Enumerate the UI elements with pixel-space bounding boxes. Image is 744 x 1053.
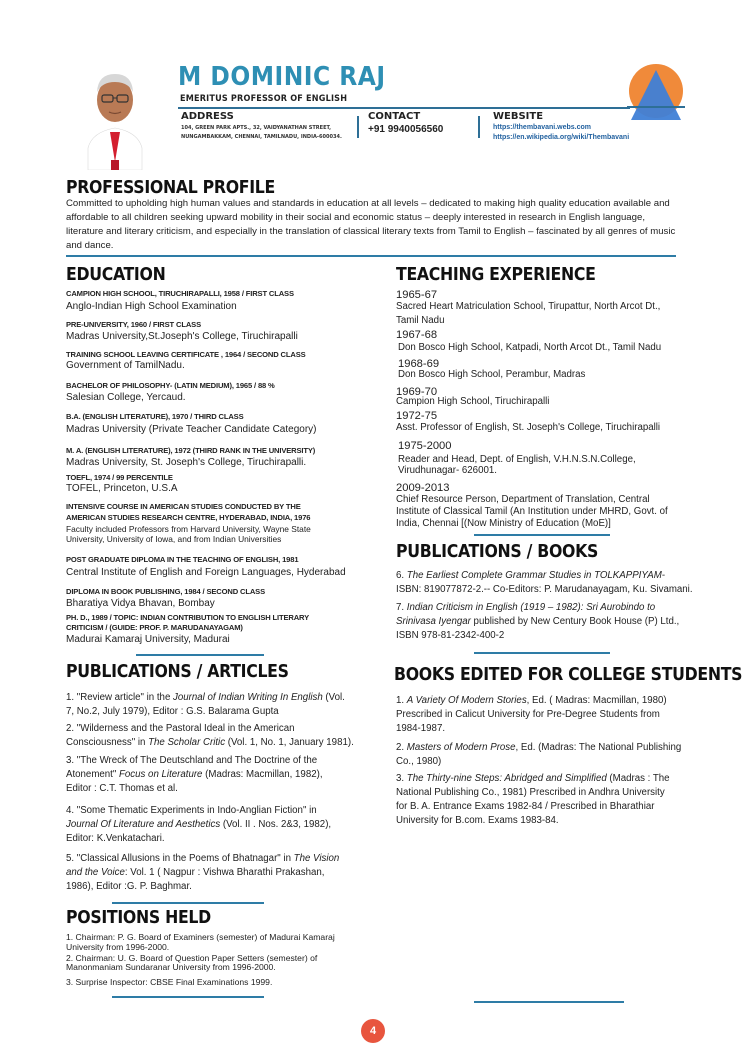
website-link-1[interactable]: https://thembavani.webs.com bbox=[493, 124, 592, 131]
edu-item-heading: CRITICISM / (GUIDE: PROF. P. MARUDANAYAGAM) bbox=[66, 623, 243, 632]
contact-divider bbox=[357, 116, 359, 138]
books-edited-line: Co., 1980) bbox=[396, 756, 442, 767]
articles-list bbox=[66, 691, 378, 893]
articles-top-rule bbox=[136, 654, 264, 656]
edu-item-heading: INTENSIVE COURSE IN AMERICAN STUDIES CONDUCTED BY THE bbox=[66, 502, 301, 511]
edu-item-heading: AMERICAN STUDIES RESEARCH CENTRE, HYDERABAD, INDIA, 1976 bbox=[66, 513, 311, 522]
teaching-detail: Don Bosco High School, Katpadi, North Arcot Dt., Tamil Nadu bbox=[398, 342, 662, 353]
pub-book-item-ref: ISBN: 819077872-2.-- Co-Editors: P. Marudanayagam, Ku. Sivamani. bbox=[396, 584, 693, 595]
article-line: and the Voice: Vol. 1 ( Nagpur : Vishwa Bharathi Prakashan, bbox=[66, 867, 325, 878]
edu-item-detail: Anglo-Indian High School Examination bbox=[66, 301, 237, 312]
edu-item-detail: University, University of Iowa, and from Indian Universities bbox=[66, 534, 282, 544]
right-bottom-rule bbox=[474, 1001, 624, 1003]
website-link-2[interactable]: https://en.wikipedia.org/wiki/Thembavani bbox=[493, 134, 630, 141]
position-item: 2. Chairman: U. G. Board of Question Paper Setters (semester) of bbox=[66, 953, 318, 963]
edu-item-heading: PH. D., 1989 / TOPIC: INDIAN CONTRIBUTION TO ENGLISH LITERARY bbox=[66, 613, 310, 622]
teaching-detail: Virudhunagar- 626001. bbox=[398, 465, 497, 476]
edu-item-detail: Government of TamilNadu. bbox=[66, 360, 185, 371]
article-line: 1986), Editor :G. P. Baghmar. bbox=[66, 881, 192, 892]
teaching-list bbox=[396, 289, 696, 529]
books-edited-heading: BOOKS EDITED FOR COLLEGE STUDENTS bbox=[394, 665, 743, 685]
article-line: Consciousness" in The Scholar Critic (Vol. 1, No. 1, January 1981). bbox=[66, 737, 354, 748]
position-item: 1. Chairman: P. G. Board of Examiners (semester) of Madurai Kamaraj bbox=[66, 932, 335, 942]
teaching-rule bbox=[474, 534, 610, 536]
teaching-detail: Don Bosco High School, Perambur, Madras bbox=[398, 369, 586, 380]
positions-top-rule bbox=[112, 902, 264, 904]
edu-item-heading: M. A. (ENGLISH LITERATURE), 1972 (THIRD RANK IN THE UNIVERSITY) bbox=[66, 446, 316, 455]
teaching-year: 1969-70 bbox=[396, 386, 438, 398]
position-item-line: University from 1996-2000. bbox=[66, 942, 170, 952]
article-item: 5. "Classical Allusions in the Poems of Bhatnagar" in The Vision bbox=[66, 853, 340, 864]
education-heading: EDUCATION bbox=[66, 265, 166, 285]
edu-item-heading: DIPLOMA IN BOOK PUBLISHING, 1984 / SECOND CLASS bbox=[66, 587, 265, 596]
position-item-line: Manonmaniam Sundaranar University from 1996-2000. bbox=[66, 962, 276, 972]
page-number-badge: 4 bbox=[361, 1019, 385, 1043]
logo-icon bbox=[627, 62, 685, 124]
edu-item-heading: PRE-UNIVERSITY, 1960 / FIRST CLASS bbox=[66, 320, 201, 329]
person-name: M DOMINIC RAJ bbox=[178, 62, 386, 92]
books-edited-line: for B. A. Entrance Exams 1982-84 / Prescribed in Bharathiar bbox=[396, 801, 655, 812]
books-edited-line: University for B.com. Exams 1983-84. bbox=[396, 815, 559, 826]
person-title: EMERITUS PROFESSOR OF ENGLISH bbox=[180, 94, 348, 104]
article-line: Editor : C.T. Thomas et al. bbox=[66, 783, 178, 794]
edu-item-heading: CAMPION HIGH SCHOOL, TIRUCHIRAPALLI, 1958 / FIRST CLASS bbox=[66, 289, 294, 298]
pub-book-item-ref: ISBN 978-81-2342-400-2 bbox=[396, 630, 505, 641]
address-label: ADDRESS bbox=[181, 111, 234, 122]
books-edited-item: 3. The Thirty-nine Steps: Abridged and Simplified (Madras : The bbox=[396, 773, 670, 784]
profile-heading: PROFESSIONAL PROFILE bbox=[66, 178, 275, 198]
pub-articles-heading: PUBLICATIONS / ARTICLES bbox=[66, 662, 289, 682]
article-item: 2. "Wilderness and the Pastoral Ideal in the American bbox=[66, 723, 295, 734]
positions-bottom-rule bbox=[112, 996, 264, 998]
website-divider bbox=[478, 116, 480, 138]
edu-item-heading: TOEFL, 1974 / 99 PERCENTILE bbox=[66, 473, 173, 482]
article-line: Editor: K.Venkatachari. bbox=[66, 833, 165, 844]
edu-item-detail: Madurai Kamaraj University, Madurai bbox=[66, 634, 230, 645]
pub-book-item-line: Srinivasa Iyengar published by New Century Book House (P) Ltd., bbox=[396, 616, 680, 627]
article-item: 4. "Some Thematic Experiments in Indo-Anglian Fiction" in bbox=[66, 805, 317, 816]
positions-heading: POSITIONS HELD bbox=[66, 908, 211, 928]
teaching-year: 1965-67 bbox=[396, 289, 438, 301]
teaching-detail: Sacred Heart Matriculation School, Tirupattur, North Arcot Dt., bbox=[396, 301, 661, 312]
pub-books-rule bbox=[474, 652, 610, 654]
edu-item-detail: Central Institute of English and Foreign Languages, Hyderabad bbox=[66, 567, 346, 578]
contact-phone: +91 9940056560 bbox=[368, 124, 444, 135]
edu-item-heading: B.A. (ENGLISH LITERATURE), 1970 / THIRD CLASS bbox=[66, 412, 244, 421]
article-item: 1. "Review article" in the Journal of Indian Writing In English (Vol. bbox=[66, 692, 345, 703]
edu-item-heading: TRAINING SCHOOL LEAVING CERTIFICATE , 1964 / SECOND CLASS bbox=[66, 350, 306, 359]
edu-item-detail: Salesian College, Yercaud. bbox=[66, 392, 186, 403]
profile-rule bbox=[66, 255, 676, 257]
books-edited-item: 2. Masters of Modern Prose, Ed. (Madras: The National Publishing bbox=[396, 742, 682, 753]
edu-item-detail: Faculty included Professors from Harvard University, Wayne State bbox=[66, 524, 311, 534]
teaching-detail: Tamil Nadu bbox=[396, 315, 445, 326]
article-line: Atonement" Focus on Literature (Madras: Macmillan, 1982), bbox=[66, 769, 323, 780]
teaching-year: 1967-68 bbox=[396, 329, 438, 341]
books-edited-line: Prescribed in Calicut University for Pre-Degree Students from bbox=[396, 709, 660, 720]
edu-item-heading: BACHELOR OF PHILOSOPHY- (LATIN MEDIUM), 1965 / 88 % bbox=[66, 381, 275, 390]
books-edited-line: National Publishing Co., 1981) Prescribed in Andhra University bbox=[396, 787, 665, 798]
edu-item-detail: Madras University (Private Teacher Candidate Category) bbox=[66, 424, 317, 435]
position-item: 3. Surprise Inspector: CBSE Final Examinations 1999. bbox=[66, 977, 273, 987]
website-label: WEBSITE bbox=[493, 111, 544, 122]
article-item: 3. "The Wreck of The Deutschland and The Doctrine of the bbox=[66, 755, 318, 766]
teaching-detail: India, Chennai [(Now Ministry of Education (MoE)] bbox=[396, 518, 611, 529]
contact-label: CONTACT bbox=[368, 111, 421, 122]
edu-item-heading: POST GRADUATE DIPLOMA IN THE TEACHING OF ENGLISH, 1981 bbox=[66, 555, 299, 564]
teaching-year: 1968-69 bbox=[398, 358, 440, 370]
books-edited-list bbox=[396, 694, 696, 834]
pub-book-item: 6. The Earliest Complete Grammar Studies in TOLKAPPIYAM- bbox=[396, 570, 666, 581]
profile-text: Committed to upholding high human values and standards in education at all levels – dedicated to making high quality education available and affordable to all children seeking upward mobility in their social and economic status – deeply interested in research in English language, literature and literary criticism, and especially in the translation of classical literary texts from Tamil to English – fascinated by all genres of music and dance. bbox=[66, 198, 676, 251]
teaching-year: 1972-75 bbox=[396, 410, 438, 422]
teaching-detail: Chief Resource Person, Department of Translation, Central bbox=[396, 494, 650, 505]
teaching-heading: TEACHING EXPERIENCE bbox=[396, 265, 596, 285]
edu-item-detail: Madras University, St. Joseph's College, Tiruchirapalli. bbox=[66, 457, 307, 468]
teaching-year: 2009-2013 bbox=[396, 482, 450, 494]
article-line: Journal Of Literature and Aesthetics (Vol. II . Nos. 2&3, 1982), bbox=[66, 819, 332, 830]
teaching-detail: Reader and Head, Dept. of English, V.H.N.S.N.College, bbox=[398, 454, 636, 465]
portrait-photo bbox=[82, 62, 148, 170]
education-list bbox=[66, 289, 376, 649]
header-divider bbox=[178, 107, 630, 109]
books-edited-line: 1984-1987. bbox=[396, 723, 446, 734]
teaching-year: 1975-2000 bbox=[398, 440, 452, 452]
address-text: 104, GREEN PARK APTS., 32, VAIDYANATHAN STREET, NUNGAMBAKKAM, CHENNAI, TAMILNADU, INDIA-600034. bbox=[181, 125, 342, 140]
pub-books-heading: PUBLICATIONS / BOOKS bbox=[396, 542, 599, 562]
edu-item-detail: Madras University,St.Joseph's College, Tiruchirapalli bbox=[66, 331, 298, 342]
edu-item-detail: TOFEL, Princeton, U.S.A bbox=[66, 483, 178, 494]
teaching-detail: Asst. Professor of English, St. Joseph's College, Tiruchirapalli bbox=[396, 422, 661, 433]
edu-item-detail: Bharatiya Vidya Bhavan, Bombay bbox=[66, 598, 215, 609]
books-edited-item: 1. A Variety Of Modern Stories, Ed. ( Madras: Macmillan, 1980) bbox=[396, 695, 667, 706]
teaching-detail: Campion High School, Tiruchirapalli bbox=[396, 396, 550, 407]
teaching-detail: Institute of Classical Tamil (An Institution under MHRD, Govt. of bbox=[396, 506, 668, 517]
pub-book-item: 7. Indian Criticism in English (1919 – 1982): Sri Aurobindo to bbox=[396, 602, 656, 613]
article-line: 7, No.2, July 1979), Editor : G.S. Balarama Gupta bbox=[66, 706, 279, 717]
